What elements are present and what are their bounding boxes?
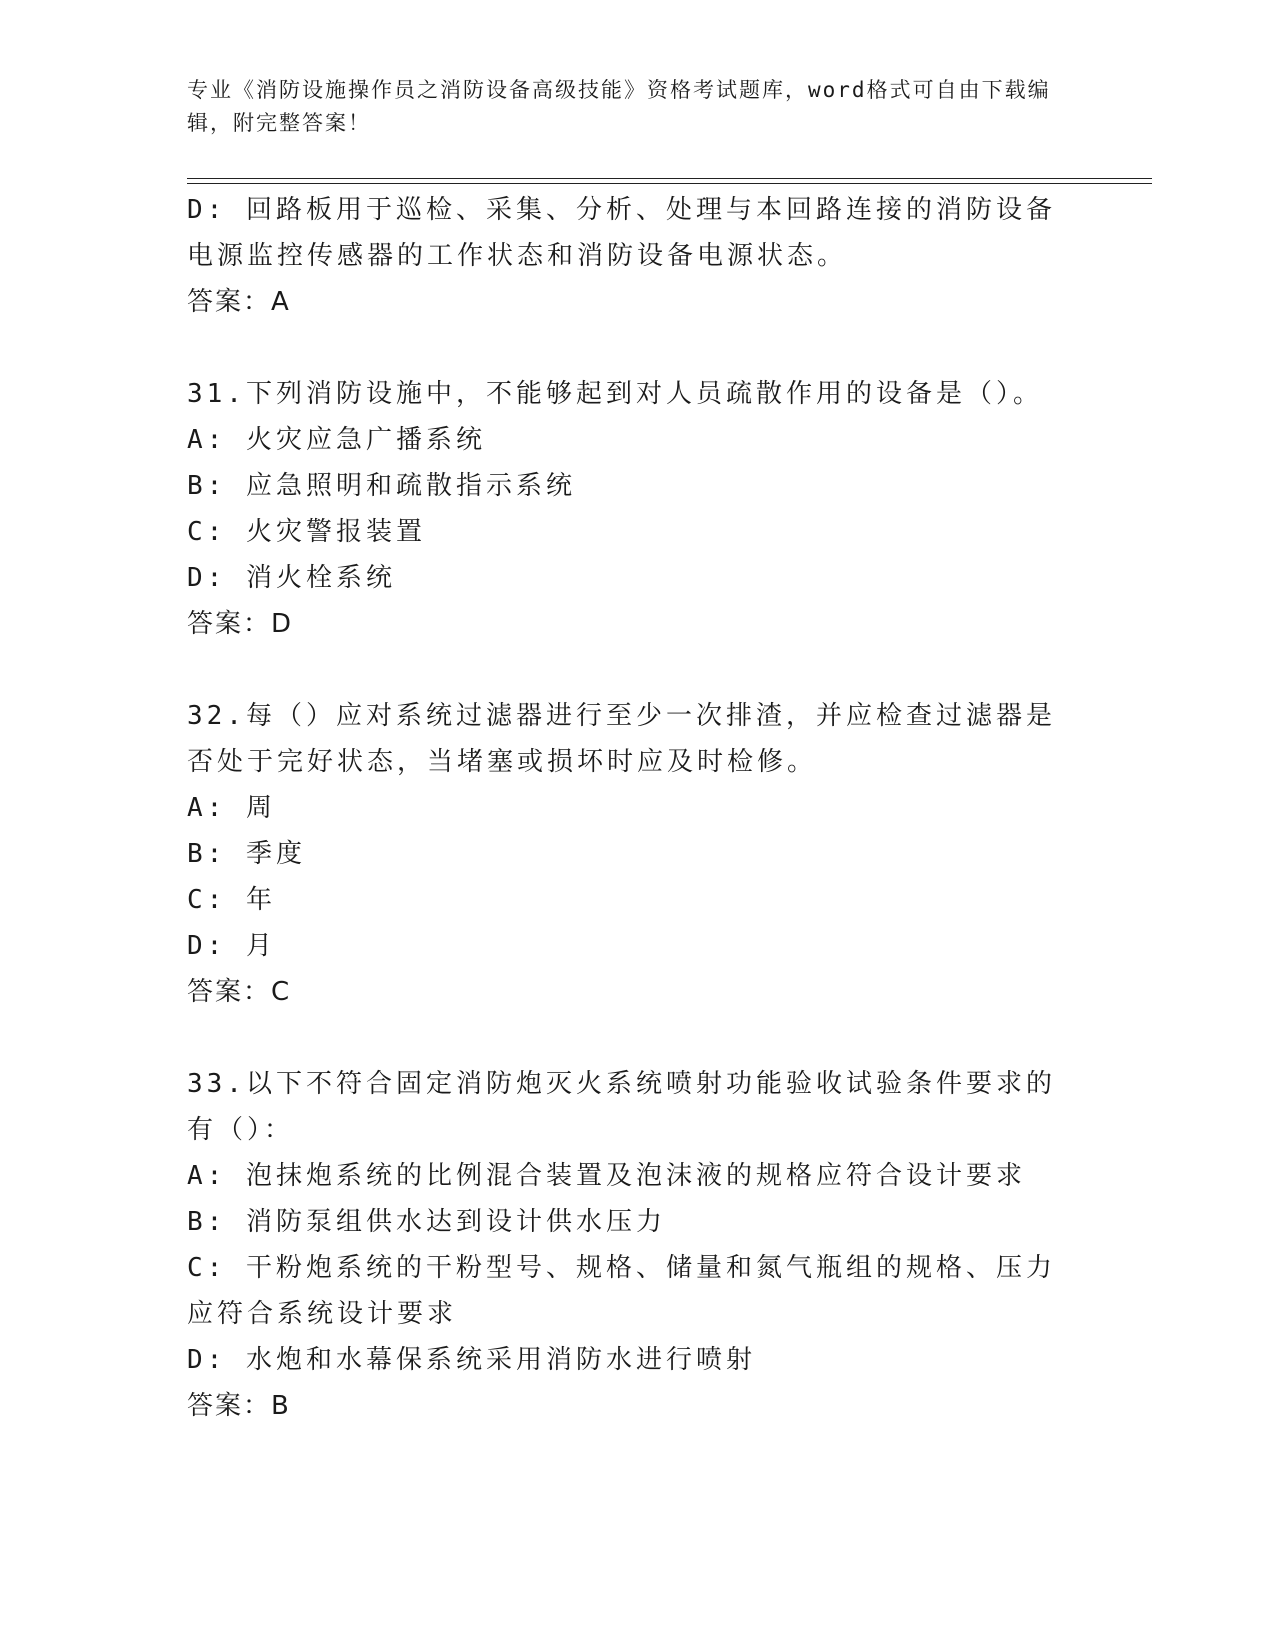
option-a: A: 泡抹炮系统的比例混合装置及泡沫液的规格应符合设计要求 bbox=[187, 1161, 1026, 1191]
question-list bbox=[187, 187, 1067, 1429]
option-c: C: 干粉炮系统的干粉型号、规格、储量和氮气瓶组的规格、压力应符合系统设计要求 bbox=[187, 1253, 1056, 1329]
answer-line: 答案：B bbox=[187, 1391, 291, 1421]
question-31 bbox=[187, 371, 1067, 647]
question-33 bbox=[187, 1061, 1067, 1429]
option-d: D: 水炮和水幕保系统采用消防水进行喷射 bbox=[187, 1345, 756, 1375]
option-d: D: 月 bbox=[187, 931, 276, 961]
answer-line: 答案：D bbox=[187, 609, 294, 639]
question-32 bbox=[187, 693, 1067, 1015]
spacer bbox=[187, 1015, 1067, 1061]
header-text: 专业《消防设施操作员之消防设备高级技能》资格考试题库，word格式可自由下载编辑，附完整答案！ bbox=[187, 78, 1051, 135]
option-d: D: 回路板用于巡检、采集、分析、处理与本回路连接的消防设备电源监控传感器的工作状态和消防设备电源状态。 bbox=[187, 195, 1056, 271]
header-divider-bottom bbox=[187, 183, 1152, 184]
answer-line: 答案：A bbox=[187, 287, 291, 317]
option-b: B: 季度 bbox=[187, 839, 306, 869]
previous-question-tail bbox=[187, 187, 1067, 325]
option-c: C: 年 bbox=[187, 885, 276, 915]
question-stem: 33.以下不符合固定消防炮灭火系统喷射功能验收试验条件要求的有（）： bbox=[187, 1069, 1056, 1145]
option-b: B: 应急照明和疏散指示系统 bbox=[187, 471, 576, 501]
option-d: D: 消火栓系统 bbox=[187, 563, 396, 593]
spacer bbox=[187, 647, 1067, 693]
question-stem: 32.每（）应对系统过滤器进行至少一次排渣，并应检查过滤器是否处于完好状态，当堵塞或损坏时应及时检修。 bbox=[187, 701, 1056, 777]
answer-line: 答案：C bbox=[187, 977, 292, 1007]
option-a: A: 火灾应急广播系统 bbox=[187, 425, 486, 455]
option-b: B: 消防泵组供水达到设计供水压力 bbox=[187, 1207, 666, 1237]
option-a: A: 周 bbox=[187, 793, 276, 823]
question-stem: 31.下列消防设施中，不能够起到对人员疏散作用的设备是（）。 bbox=[187, 379, 1043, 409]
header-divider-top bbox=[187, 178, 1152, 179]
option-c: C: 火灾警报装置 bbox=[187, 517, 426, 547]
document-header bbox=[187, 74, 1067, 140]
spacer bbox=[187, 325, 1067, 371]
